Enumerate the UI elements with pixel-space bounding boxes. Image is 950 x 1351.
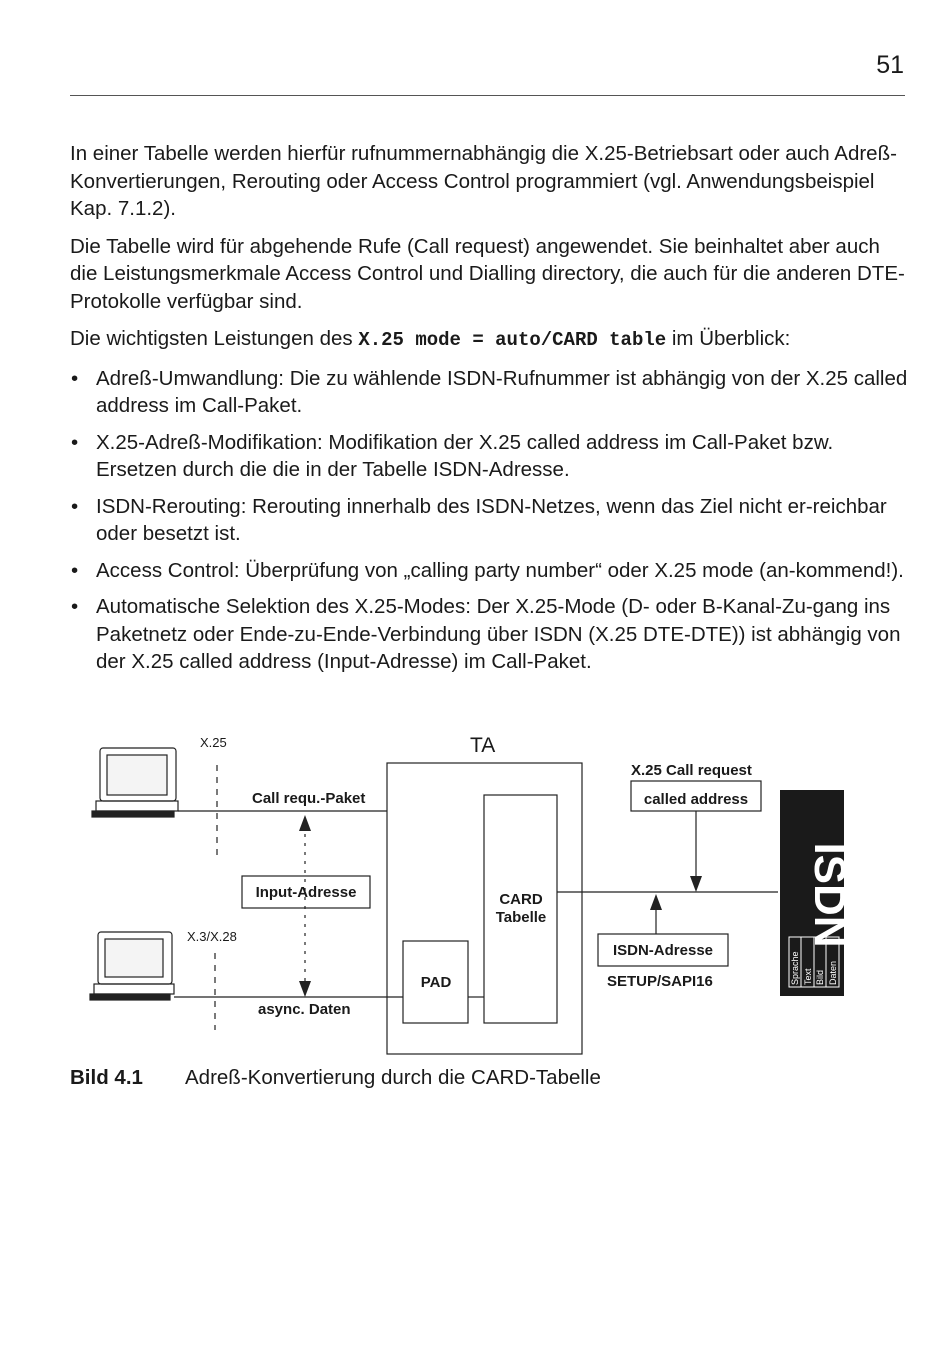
isdn-address-label: ISDN-Adresse: [612, 942, 714, 959]
card-label-2: Tabelle: [495, 909, 547, 926]
diagram: [0, 725, 950, 1065]
logo-item: Bild: [815, 969, 825, 985]
terminal-icon: [92, 748, 178, 817]
call-request-label: X.25 Call request: [631, 762, 752, 779]
caption-text: Adreß-Konvertierung durch die CARD-Tabelle: [185, 1066, 601, 1089]
ta-label: TA: [470, 734, 496, 757]
page-number: 51: [876, 51, 904, 79]
input-address-label: Input-Adresse: [255, 884, 357, 901]
terminal-icon: [90, 932, 174, 1000]
paragraph: Die Tabelle wird für abgehende Rufe (Call request) angewendet. Sie beinhaltet aber auch die Leistungsmerkmale Access Control und Dialling directory, die auch für die anderen DTE-Protokolle verfügbar sind.: [70, 234, 905, 313]
list-item: • ISDN-Rerouting: Rerouting innerhalb des ISDN-Netzes, wenn das Ziel nicht er-reichbar oder besetzt ist.: [70, 493, 910, 548]
x25-label: X.25: [200, 735, 227, 750]
paragraph: In einer Tabelle werden hierfür rufnummernabhängig die X.25-Betriebsart oder auch Adreß-Konvertierungen, Rerouting oder Access Control programmiert (vgl. Anwendungsbeispiel Kap. 7.1.2).: [70, 142, 897, 220]
isdn-logo: [780, 790, 854, 996]
header-rule: [70, 95, 905, 96]
address-conversion-figure: [0, 725, 950, 1065]
arrow-down: [690, 876, 702, 892]
intro-before: Die wichtigsten Leistungen des: [70, 327, 359, 350]
logo-text: ISDN: [805, 842, 854, 948]
feature-list: [70, 365, 910, 676]
list-item: • Adreß-Umwandlung: Die zu wählende ISDN-Rufnummer ist abhängig von der X.25 called address im Call-Paket.: [70, 365, 910, 420]
async-data-label: async. Daten: [258, 1001, 351, 1018]
arrow-up: [299, 815, 311, 831]
body-text: [70, 140, 910, 685]
caption-number: Bild 4.1: [70, 1066, 143, 1089]
call-packet-label: Call requ.-Paket: [252, 790, 366, 807]
intro-after: im Überblick:: [666, 327, 791, 350]
logo-item: Daten: [828, 960, 838, 985]
pad-label: PAD: [420, 974, 452, 991]
logo-item: Text: [803, 968, 813, 985]
list-item: • Automatische Selektion des X.25-Modes: Der X.25-Mode (D- oder B-Kanal-Zu-gang ins Paketnetz oder Ende-zu-Ende-Verbindung über ISDN (X.25 DTE-DTE)) ist abhängig von der X.25 called address (Input-Adresse) im Call-Paket.: [70, 593, 910, 676]
card-label-1: CARD: [499, 891, 543, 908]
figure-caption: [70, 1064, 601, 1091]
called-address-label: called address: [643, 791, 749, 808]
list-item: • X.25-Adreß-Modifikation: Modifikation der X.25 called address im Call-Paket bzw. Ersetzen durch die die in der Tabelle ISDN-Adresse.: [70, 429, 910, 484]
arrow-up: [650, 894, 662, 910]
arrow-down: [299, 981, 311, 997]
setup-label: SETUP/SAPI16: [607, 973, 713, 990]
code-snippet: X.25 mode = auto/CARD table: [358, 329, 667, 351]
list-item: • Access Control: Überprüfung von „calling party number“ oder X.25 mode (an-kommend!).: [70, 557, 910, 585]
intro-line: [70, 325, 910, 355]
logo-item: Sprache: [790, 951, 800, 985]
x3-label: X.3/X.28: [187, 929, 237, 944]
